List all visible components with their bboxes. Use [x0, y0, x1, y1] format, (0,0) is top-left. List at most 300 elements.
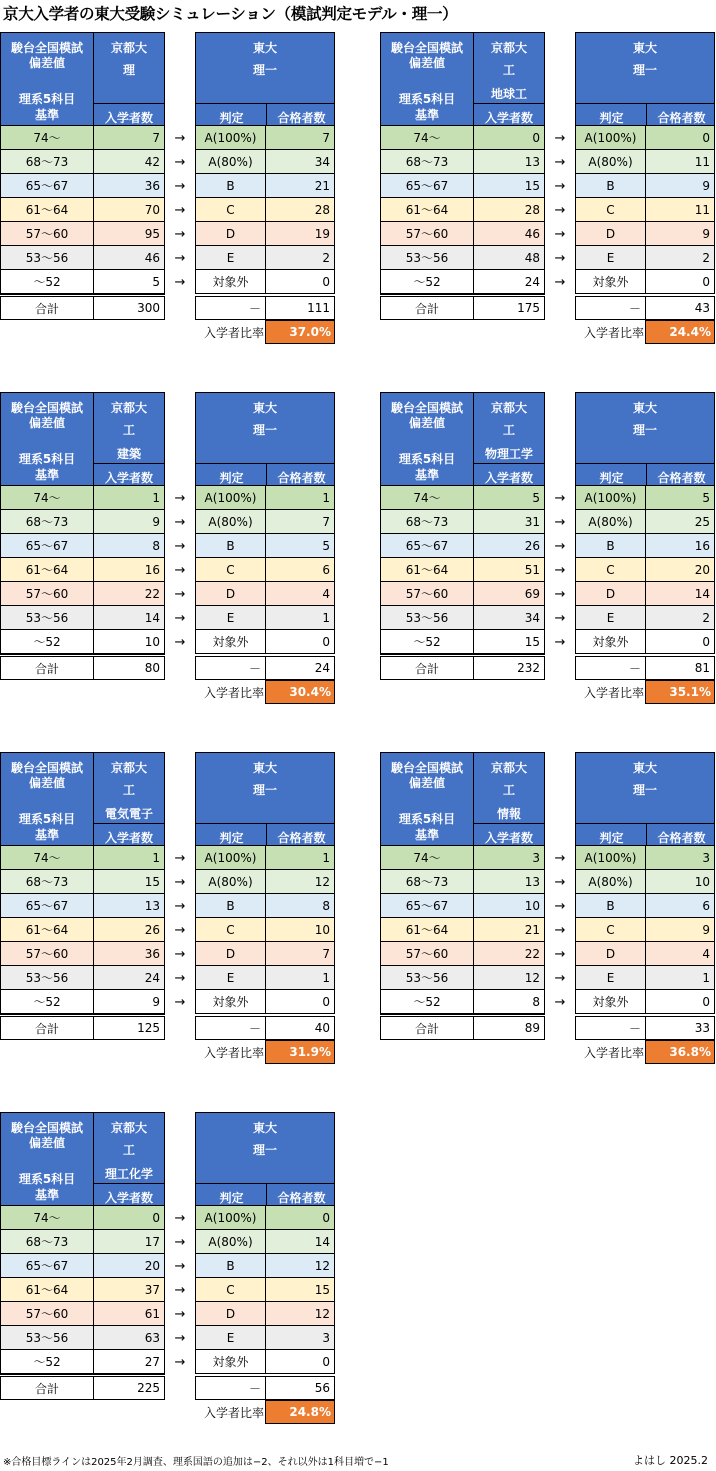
- entrants-total: 80: [93, 656, 165, 680]
- deviation-range: ～52: [380, 630, 474, 654]
- kyoto-header: [93, 392, 165, 486]
- header-text: 偏差値: [28, 1136, 65, 1150]
- pass-count: 3: [265, 1326, 335, 1350]
- entrants-count: 95: [93, 222, 165, 246]
- header-text: 理一: [252, 1143, 277, 1157]
- todai-header: [195, 32, 335, 126]
- arrow-icon: →: [174, 1282, 186, 1298]
- judge-label: A(80%): [195, 1230, 266, 1254]
- deviation-range: ～52: [0, 990, 94, 1014]
- entrants-count: 36: [93, 942, 165, 966]
- judge-label: E: [575, 246, 646, 270]
- deviation-range: 53～56: [0, 606, 94, 630]
- deviation-header: [0, 392, 94, 486]
- kyoto-header: [93, 1112, 165, 1206]
- header-divider: [473, 463, 545, 464]
- pass-count: 2: [265, 246, 335, 270]
- ratio-label: 入学者比率: [203, 1405, 264, 1420]
- pass-count: 12: [265, 1302, 335, 1326]
- entrants-count: 22: [473, 942, 545, 966]
- pass-total: 111: [265, 296, 335, 320]
- pass-count: 6: [645, 894, 715, 918]
- pass-count: 21: [265, 174, 335, 198]
- deviation-range: 65～67: [0, 894, 94, 918]
- entrants-count: 46: [93, 246, 165, 270]
- header-text: 判定: [219, 831, 244, 845]
- header-divider: [93, 823, 165, 824]
- entrants-total: 89: [473, 1016, 545, 1040]
- pass-count: 16: [645, 534, 715, 558]
- total-label: 合計: [380, 1016, 474, 1040]
- entrants-count: 12: [473, 966, 545, 990]
- deviation-range: 65～67: [380, 174, 474, 198]
- header-text: 理一: [252, 63, 277, 77]
- entrants-count: 26: [473, 534, 545, 558]
- judge-label: A(80%): [195, 510, 266, 534]
- pass-count: 4: [265, 582, 335, 606]
- arrow-icon: →: [554, 850, 566, 866]
- header-text: 東大: [252, 761, 277, 775]
- deviation-range: ～52: [0, 630, 94, 654]
- judge-label: E: [195, 246, 266, 270]
- pass-count: 9: [645, 174, 715, 198]
- arrow-icon: →: [554, 874, 566, 890]
- pass-count: 0: [265, 990, 335, 1014]
- dept-label: 電気電子: [104, 807, 153, 821]
- header-text: 判定: [599, 831, 624, 845]
- deviation-range: 74～: [0, 846, 94, 870]
- header-text: 駿台全国模試: [390, 761, 463, 775]
- entrants-count: 8: [93, 534, 165, 558]
- judge-label: C: [195, 558, 266, 582]
- ratio-label: 入学者比率: [203, 685, 264, 700]
- pass-count: 19: [265, 222, 335, 246]
- judge-label: E: [575, 606, 646, 630]
- arrow-icon: →: [174, 1354, 186, 1370]
- deviation-header: [0, 32, 94, 126]
- judge-label: C: [195, 1278, 266, 1302]
- entrants-total: 125: [93, 1016, 165, 1040]
- header-text: 京都大: [110, 41, 147, 55]
- header-divider: [473, 103, 545, 104]
- header-text: 判定: [219, 111, 244, 125]
- arrow-icon: →: [174, 538, 186, 554]
- ratio-label: 入学者比率: [203, 325, 264, 340]
- judge-label: D: [195, 222, 266, 246]
- judge-label: 対象外: [575, 630, 646, 654]
- arrow-icon: →: [174, 898, 186, 914]
- entrants-count: 28: [473, 198, 545, 222]
- judge-label: A(100%): [195, 846, 266, 870]
- header-divider: [266, 103, 267, 126]
- deviation-range: 65～67: [0, 534, 94, 558]
- header-text: 理一: [632, 423, 657, 437]
- entrants-total: 225: [93, 1376, 165, 1400]
- arrow-icon: →: [174, 1234, 186, 1250]
- pass-count: 0: [645, 126, 715, 150]
- pass-total: 43: [645, 296, 715, 320]
- pass-count: 7: [265, 126, 335, 150]
- header-text: 判定: [219, 471, 244, 485]
- entrants-count: 17: [93, 1230, 165, 1254]
- pass-count: 9: [645, 222, 715, 246]
- header-divider: [93, 463, 165, 464]
- header-text: 理系5科目: [398, 452, 456, 466]
- deviation-header: [0, 1112, 94, 1206]
- dept-label: 地球工: [490, 87, 527, 101]
- entrants-count: 8: [473, 990, 545, 1014]
- judge-label: A(100%): [195, 486, 266, 510]
- footer-author: よはし 2025.2: [633, 1454, 708, 1467]
- header-text: 京都大: [490, 41, 527, 55]
- judge-label: A(80%): [575, 510, 646, 534]
- pass-count: 8: [265, 894, 335, 918]
- header-text: 京都大: [490, 761, 527, 775]
- pass-count: 25: [645, 510, 715, 534]
- entrants-count: 36: [93, 174, 165, 198]
- ratio-value: 31.9%: [265, 1040, 335, 1064]
- arrow-icon: →: [554, 514, 566, 530]
- entrants-count: 15: [93, 870, 165, 894]
- deviation-range: 68～73: [0, 870, 94, 894]
- todai-header: [195, 392, 335, 486]
- pass-count: 5: [645, 486, 715, 510]
- header-text: 理一: [632, 63, 657, 77]
- entrants-count: 37: [93, 1278, 165, 1302]
- judge-label: B: [195, 534, 266, 558]
- entrants-count: 34: [473, 606, 545, 630]
- arrow-icon: →: [174, 850, 186, 866]
- judge-label: A(100%): [575, 846, 646, 870]
- deviation-range: 65～67: [380, 534, 474, 558]
- arrow-icon: →: [554, 490, 566, 506]
- sim-table: [0, 752, 336, 1066]
- deviation-range: 61～64: [380, 558, 474, 582]
- deviation-range: ～52: [0, 270, 94, 294]
- judge-label: A(80%): [195, 150, 266, 174]
- ratio-value: 30.4%: [265, 680, 335, 704]
- judge-label: E: [575, 966, 646, 990]
- todai-header: [575, 392, 715, 486]
- faculty-label: 工: [502, 63, 515, 77]
- todai-header: [575, 32, 715, 126]
- header-text: 理系5科目: [18, 812, 76, 826]
- kyoto-header: [93, 32, 165, 126]
- ratio-label: 入学者比率: [583, 325, 644, 340]
- header-text: 偏差値: [408, 416, 445, 430]
- header-text: 理系5科目: [398, 92, 456, 106]
- judge-label: A(80%): [575, 150, 646, 174]
- arrow-icon: →: [174, 178, 186, 194]
- entrants-count: 1: [93, 486, 165, 510]
- entrants-count: 1: [93, 846, 165, 870]
- entrants-count: 51: [473, 558, 545, 582]
- deviation-header: [0, 752, 94, 846]
- header-divider: [93, 1183, 165, 1184]
- entrants-count: 5: [473, 486, 545, 510]
- judge-label: A(80%): [575, 870, 646, 894]
- arrow-icon: →: [174, 586, 186, 602]
- pass-count: 14: [645, 582, 715, 606]
- header-text: 京都大: [110, 761, 147, 775]
- header-text: 合格者数: [277, 111, 326, 125]
- judge-label: B: [575, 534, 646, 558]
- sim-table: [0, 32, 336, 346]
- arrow-icon: →: [174, 514, 186, 530]
- pass-total: 56: [265, 1376, 335, 1400]
- header-text: 合格者数: [277, 1191, 326, 1205]
- ratio-value: 35.1%: [645, 680, 715, 704]
- judge-label: B: [195, 894, 266, 918]
- judge-label: 対象外: [195, 1350, 266, 1374]
- deviation-range: 68～73: [380, 150, 474, 174]
- entrants-count: 24: [93, 966, 165, 990]
- header-text: 基準: [414, 468, 439, 482]
- arrow-icon: →: [174, 1210, 186, 1226]
- pass-count: 2: [645, 246, 715, 270]
- ratio-value: 24.4%: [645, 320, 715, 344]
- entrants-count: 24: [473, 270, 545, 294]
- deviation-range: 61～64: [380, 198, 474, 222]
- arrow-icon: →: [554, 274, 566, 290]
- deviation-range: 68～73: [380, 510, 474, 534]
- pass-count: 0: [645, 270, 715, 294]
- ratio-value: 36.8%: [645, 1040, 715, 1064]
- deviation-range: 68～73: [0, 1230, 94, 1254]
- header-text: 理一: [252, 423, 277, 437]
- entrants-count: 27: [93, 1350, 165, 1374]
- judge-label: E: [195, 1326, 266, 1350]
- kyoto-header: [473, 392, 545, 486]
- header-divider: [195, 823, 335, 824]
- judge-label: 対象外: [575, 270, 646, 294]
- ratio-value: 37.0%: [265, 320, 335, 344]
- deviation-range: 53～56: [380, 606, 474, 630]
- pass-count: 11: [645, 150, 715, 174]
- header-text: 入学者数: [104, 831, 153, 845]
- arrow-icon: →: [554, 994, 566, 1010]
- header-text: 理系5科目: [18, 452, 76, 466]
- deviation-range: ～52: [380, 990, 474, 1014]
- judge-label: A(80%): [195, 870, 266, 894]
- judge-total: －: [195, 296, 266, 320]
- entrants-count: 69: [473, 582, 545, 606]
- judge-label: C: [575, 558, 646, 582]
- total-label: 合計: [380, 296, 474, 320]
- deviation-range: 65～67: [0, 1254, 94, 1278]
- entrants-count: 3: [473, 846, 545, 870]
- header-text: 偏差値: [28, 776, 65, 790]
- judge-label: D: [195, 1302, 266, 1326]
- deviation-range: 57～60: [380, 582, 474, 606]
- entrants-count: 9: [93, 510, 165, 534]
- deviation-range: 57～60: [0, 1302, 94, 1326]
- deviation-range: 53～56: [0, 246, 94, 270]
- arrow-icon: →: [554, 946, 566, 962]
- deviation-range: 53～56: [380, 966, 474, 990]
- deviation-range: 61～64: [380, 918, 474, 942]
- deviation-range: 61～64: [0, 198, 94, 222]
- deviation-range: 74～: [380, 846, 474, 870]
- sim-table: [0, 1112, 336, 1426]
- deviation-range: 57～60: [380, 222, 474, 246]
- header-text: 偏差値: [28, 416, 65, 430]
- pass-count: 6: [265, 558, 335, 582]
- total-label: 合計: [0, 1016, 94, 1040]
- faculty-label: 工: [122, 1143, 135, 1157]
- header-divider: [575, 823, 715, 824]
- entrants-count: 15: [473, 174, 545, 198]
- entrants-count: 10: [93, 630, 165, 654]
- pass-total: 33: [645, 1016, 715, 1040]
- sim-table: [380, 752, 716, 1066]
- header-divider: [195, 1183, 335, 1184]
- header-divider: [646, 823, 647, 846]
- judge-label: B: [195, 1254, 266, 1278]
- arrow-icon: →: [554, 586, 566, 602]
- deviation-range: 57～60: [0, 222, 94, 246]
- pass-count: 0: [265, 1350, 335, 1374]
- entrants-count: 9: [93, 990, 165, 1014]
- pass-count: 9: [645, 918, 715, 942]
- judge-label: C: [195, 198, 266, 222]
- header-text: 合格者数: [657, 831, 706, 845]
- ratio-value: 24.8%: [265, 1400, 335, 1424]
- entrants-count: 61: [93, 1302, 165, 1326]
- judge-label: A(100%): [195, 126, 266, 150]
- header-divider: [575, 103, 715, 104]
- header-text: 合格者数: [657, 471, 706, 485]
- header-text: 入学者数: [484, 471, 533, 485]
- header-text: 入学者数: [104, 111, 153, 125]
- pass-count: 4: [645, 942, 715, 966]
- pass-count: 7: [265, 942, 335, 966]
- header-text: 東大: [632, 761, 657, 775]
- ratio-label: 入学者比率: [203, 1045, 264, 1060]
- header-text: 東大: [252, 401, 277, 415]
- arrow-icon: →: [174, 274, 186, 290]
- arrow-icon: →: [554, 970, 566, 986]
- sim-table: [380, 32, 716, 346]
- arrow-icon: →: [554, 154, 566, 170]
- entrants-count: 7: [93, 126, 165, 150]
- pass-count: 0: [645, 630, 715, 654]
- arrow-icon: →: [554, 130, 566, 146]
- entrants-count: 70: [93, 198, 165, 222]
- judge-total: －: [195, 1016, 266, 1040]
- pass-count: 3: [645, 846, 715, 870]
- faculty-label: 理: [122, 63, 135, 77]
- pass-count: 10: [645, 870, 715, 894]
- deviation-header: [380, 32, 474, 126]
- arrow-icon: →: [554, 538, 566, 554]
- arrow-icon: →: [174, 250, 186, 266]
- arrow-icon: →: [174, 970, 186, 986]
- deviation-range: 65～67: [380, 894, 474, 918]
- arrow-icon: →: [554, 178, 566, 194]
- arrow-icon: →: [174, 1330, 186, 1346]
- header-divider: [646, 103, 647, 126]
- pass-count: 1: [645, 966, 715, 990]
- judge-total: －: [195, 656, 266, 680]
- pass-count: 28: [265, 198, 335, 222]
- arrow-icon: →: [174, 634, 186, 650]
- pass-count: 15: [265, 1278, 335, 1302]
- judge-label: 対象外: [195, 270, 266, 294]
- pass-count: 2: [645, 606, 715, 630]
- deviation-range: 57～60: [0, 582, 94, 606]
- header-text: 判定: [219, 1191, 244, 1205]
- arrow-icon: →: [174, 202, 186, 218]
- header-text: 駿台全国模試: [10, 401, 83, 415]
- header-text: 基準: [414, 828, 439, 842]
- deviation-range: 68～73: [0, 150, 94, 174]
- header-text: 入学者数: [484, 831, 533, 845]
- header-text: 東大: [252, 1121, 277, 1135]
- arrow-icon: →: [554, 226, 566, 242]
- entrants-count: 20: [93, 1254, 165, 1278]
- kyoto-header: [93, 752, 165, 846]
- entrants-count: 21: [473, 918, 545, 942]
- pass-count: 10: [265, 918, 335, 942]
- pass-count: 12: [265, 870, 335, 894]
- judge-total: －: [575, 1016, 646, 1040]
- deviation-range: 61～64: [0, 558, 94, 582]
- entrants-count: 0: [473, 126, 545, 150]
- arrow-icon: →: [174, 226, 186, 242]
- judge-label: D: [575, 582, 646, 606]
- arrow-icon: →: [174, 874, 186, 890]
- header-text: 京都大: [110, 401, 147, 415]
- arrow-icon: →: [174, 946, 186, 962]
- deviation-range: ～52: [380, 270, 474, 294]
- pass-count: 0: [265, 270, 335, 294]
- entrants-total: 175: [473, 296, 545, 320]
- todai-header: [195, 752, 335, 846]
- deviation-range: 65～67: [0, 174, 94, 198]
- arrow-icon: →: [174, 130, 186, 146]
- pass-count: 0: [265, 630, 335, 654]
- header-divider: [473, 823, 545, 824]
- header-divider: [266, 463, 267, 486]
- deviation-range: 74～: [380, 126, 474, 150]
- deviation-range: 53～56: [0, 966, 94, 990]
- header-divider: [266, 823, 267, 846]
- header-divider: [266, 1183, 267, 1206]
- judge-label: C: [195, 918, 266, 942]
- header-divider: [93, 103, 165, 104]
- header-text: 判定: [599, 471, 624, 485]
- deviation-range: 74～: [0, 1206, 94, 1230]
- ratio-label: 入学者比率: [583, 1045, 644, 1060]
- header-text: 偏差値: [28, 56, 65, 70]
- header-text: 京都大: [490, 401, 527, 415]
- header-text: 基準: [414, 108, 439, 122]
- header-divider: [195, 103, 335, 104]
- deviation-range: 74～: [0, 126, 94, 150]
- judge-label: C: [575, 198, 646, 222]
- entrants-count: 16: [93, 558, 165, 582]
- entrants-count: 13: [473, 870, 545, 894]
- sim-table: [380, 392, 716, 706]
- dept-label: 情報: [496, 807, 521, 821]
- deviation-range: 68～73: [380, 870, 474, 894]
- header-text: 東大: [632, 41, 657, 55]
- judge-total: －: [195, 1376, 266, 1400]
- arrow-icon: →: [174, 154, 186, 170]
- entrants-count: 63: [93, 1326, 165, 1350]
- judge-label: B: [575, 894, 646, 918]
